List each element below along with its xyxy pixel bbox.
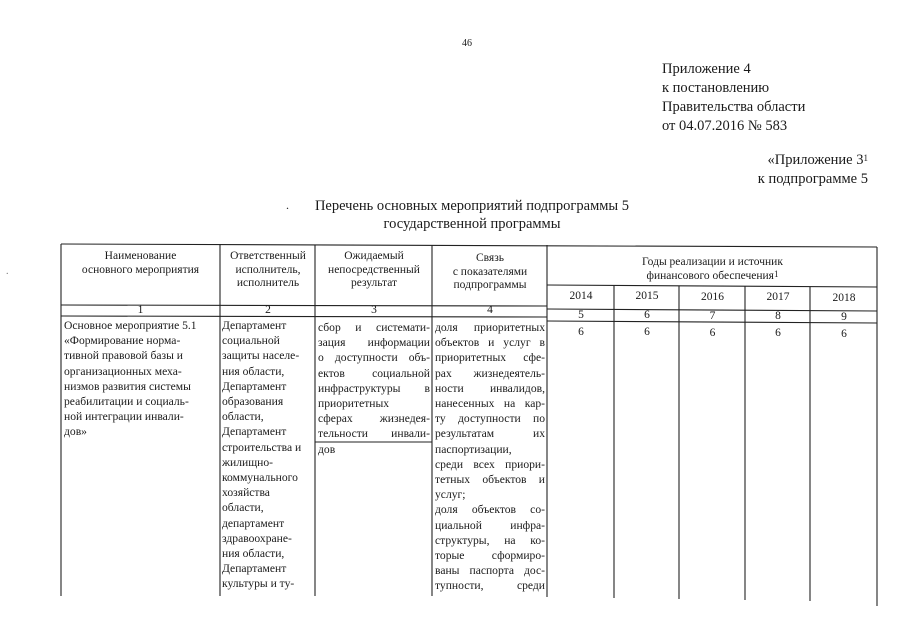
header-link-indicators [433,252,547,293]
stray-mark: . [286,198,289,212]
appendix-ref-footnote: 1 [863,153,868,163]
cell-line: торые сформиро- [435,549,545,563]
cell-line: коммунального [222,471,298,485]
cell-line: ности инвалидов, [435,381,545,395]
cell-line: объектов и услуг в [435,336,545,350]
appendix-ref-line2: к подпрограмме 5 [757,171,868,187]
cell-line: тивной правовой базы и [64,349,184,363]
appendix-ref-line1: «Приложение 3 [767,152,864,168]
cell-line: образования [222,395,284,409]
cell-line: Департамент [222,425,287,439]
column-number: 2 [265,304,271,316]
column-number: 1 [137,304,144,316]
cell-line: нанесенных на кар- [435,397,545,411]
cell-line: здравоохране- [222,531,292,545]
header-expected-result [316,250,432,291]
cell-line: среди всех приори- [435,457,545,471]
cell-line: Департамент [222,562,287,576]
cell-line: департамент [222,516,285,530]
expected-result-cell [318,320,430,596]
header-line: подпрограммы [453,279,527,291]
cell-line: ектов социальной [318,366,430,380]
cell-line: социальной [222,334,280,348]
cell-line: приоритетных сфе- [435,351,545,365]
cell-line: Департамент [222,319,287,332]
cell-line: ваны паспорта дос- [435,564,545,578]
cell-line: доля объектов со- [435,503,545,517]
column-number: 9 [841,311,847,323]
appendix-line: Приложение 4 [662,61,751,77]
cell-line: Департамент [222,379,287,393]
cell-line: тельности инвали- [318,427,430,441]
responsible-cell [222,318,314,596]
header-line: Годы реализации и источник [642,256,783,268]
column-number: 5 [578,309,584,321]
cell-line: ния области, [222,364,285,378]
header-line: с показателями [452,265,528,278]
cell-line: тетных объектов и [435,473,545,487]
cell-line: жилищно- [222,455,273,469]
cell-line: ния области, [222,547,285,561]
cell-line: сбор и системати- [318,321,430,334]
header-line: основного мероприятия [81,263,200,276]
cell-line: «Формирование норма- [64,334,181,348]
cell-line: рах жизнедеятель- [435,366,545,380]
header-year-2014: 2014 [569,290,593,302]
appendix-line: от 04.07.2016 № 583 [662,118,788,134]
cell-line: культуры и ту- [222,577,295,591]
cell-line: хозяйства [222,486,270,500]
header-line: исполнитель, [235,263,301,276]
cell-line: услуг; [435,488,466,502]
cell-line: низмов развития системы [64,379,191,393]
header-years-group [548,256,877,283]
title-line2: государственной программы [383,216,561,232]
cell-line: доля приоритетных [435,321,545,334]
header-year-2018: 2018 [832,292,856,304]
value-2015: 6 [644,326,650,338]
header-year-2015: 2015 [635,290,659,302]
cell-line: организационных меха- [64,364,182,378]
cell-line: о доступности объ- [318,351,430,365]
cell-line: структуры, на ко- [435,533,545,547]
margin-mark: . [6,266,9,277]
header-line: финансового обеспечения [646,269,774,282]
column-number: 8 [775,310,781,322]
column-number: 6 [644,309,650,321]
cell-line: результатам их [435,427,545,441]
column-number: 4 [487,304,493,316]
header-year-2016: 2016 [701,291,724,303]
cell-line: строительства и [222,440,302,454]
appendix-line: к постановлению [662,80,770,96]
header-line: Наименование [104,250,177,262]
cell-line: области, [222,410,264,424]
header-activity-name [62,250,219,277]
cell-line: защиты населе- [222,349,300,363]
cell-line: зация информации [318,336,430,350]
cell-line: дов [318,442,336,456]
header-line: исполнитель [236,277,300,289]
header-footnote: 1 [773,268,779,279]
activity-name-cell [64,318,218,596]
cell-line: ной интеграции инвали- [64,410,184,424]
title-line1: Перечень основных мероприятий подпрограммы 5 [314,198,630,214]
header-line: Ожидаемый [344,250,404,262]
header-line: Связь [475,252,505,264]
column-number: 3 [371,304,377,316]
page-number: 46 [462,38,472,49]
header-line: Ответственный [230,250,306,262]
header-line: непосредственный [328,263,420,276]
cell-line: сферах жизнедея- [318,412,430,426]
value-2014: 6 [578,326,584,338]
value-2016: 6 [709,327,716,339]
column-number: 7 [709,310,716,322]
header-line: результат [350,277,398,289]
cell-line: тупности, среди [435,579,545,593]
cell-line: реабилитации и социаль- [64,395,189,409]
value-2017: 6 [775,327,781,339]
cell-line: области, [222,501,264,515]
cell-line: Основное мероприятие 5.1 [64,319,197,332]
header-year-2017: 2017 [766,291,790,303]
cell-line: дов» [64,425,87,439]
cell-line: инфраструктуры в [318,381,430,395]
cell-line: паспортизации, [435,442,512,456]
header-responsible [221,250,315,291]
cell-line: приоритетных [318,397,390,411]
appendix-line: Правительства области [662,99,806,115]
cell-line: ту доступности по [435,412,545,426]
cell-line: циальной инфра- [435,518,545,532]
value-2018: 6 [841,328,847,340]
link-indicators-cell [435,320,545,596]
